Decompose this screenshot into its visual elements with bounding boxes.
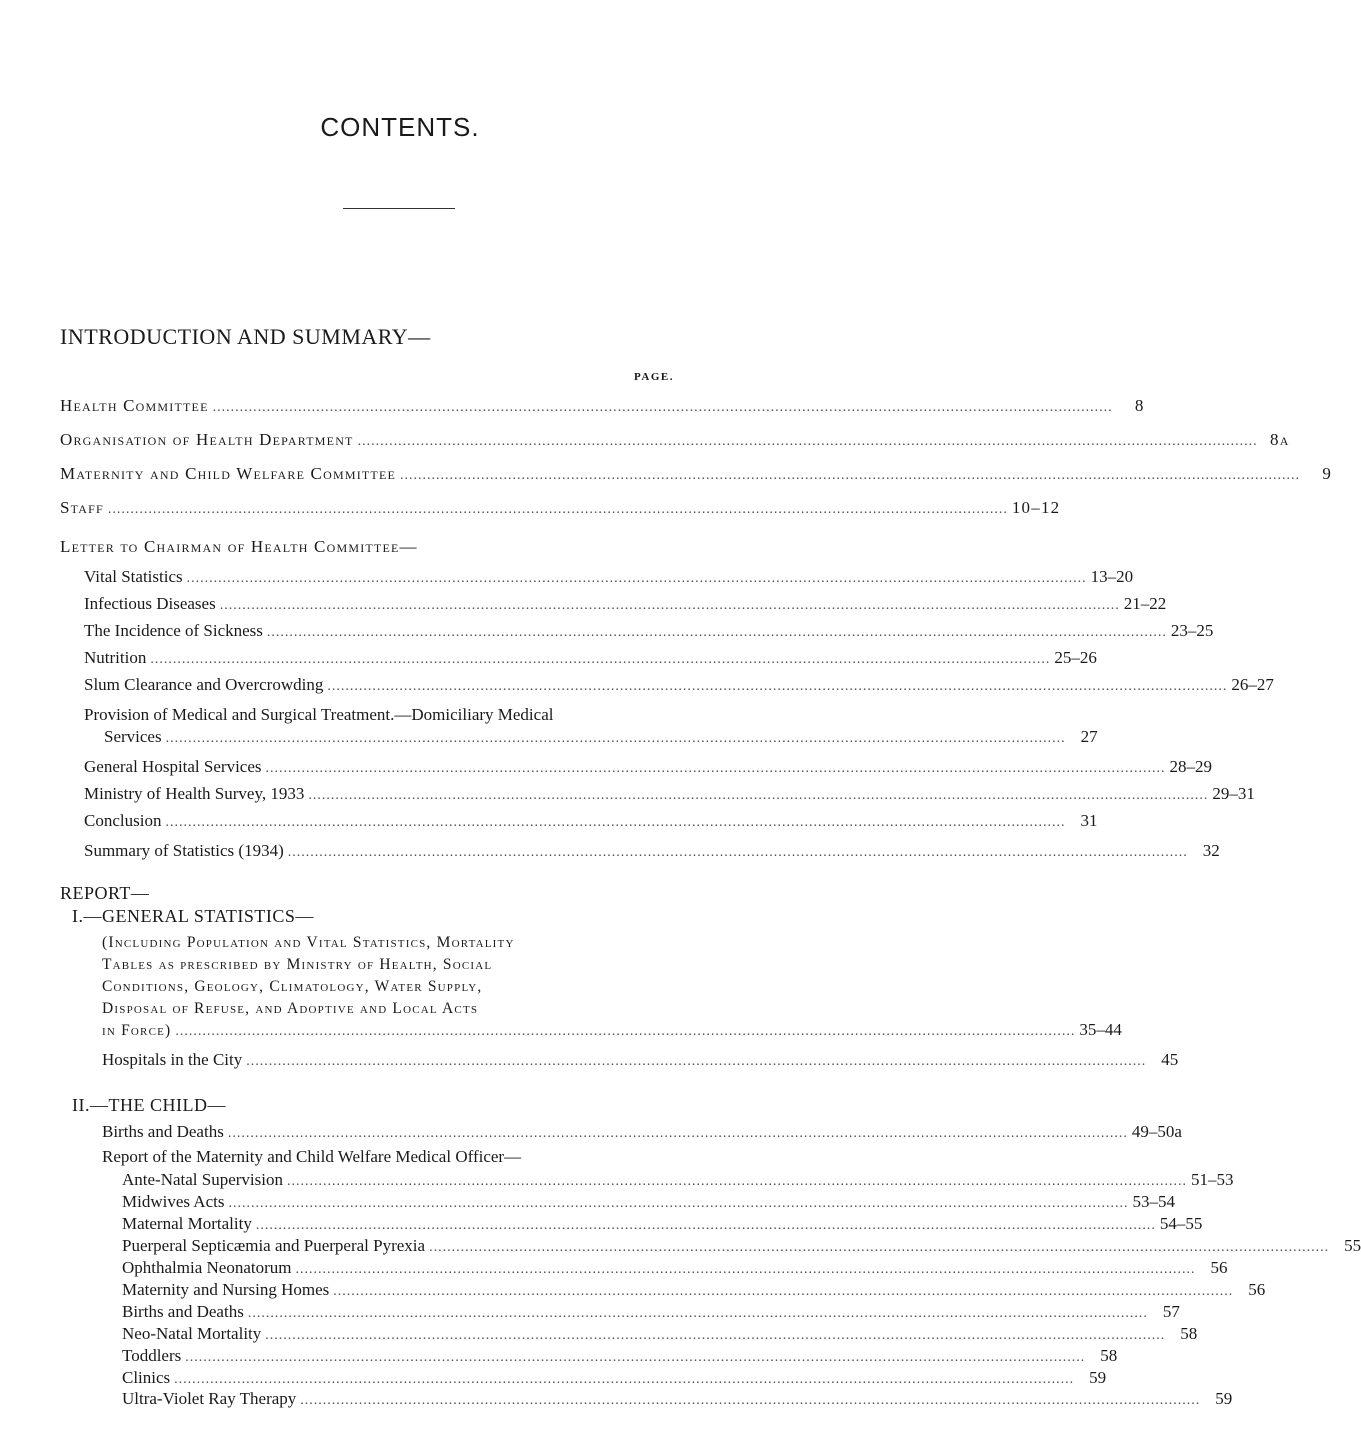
toc-entry[interactable]	[60, 464, 1333, 484]
toc-entry-text: The Incidence of Sickness	[84, 621, 263, 640]
leader-dots: ........................................................................................................................................................................................................	[266, 625, 1167, 640]
subsection-heading: Report of the Maternity and Child Welfare Medical Officer—	[102, 1147, 522, 1166]
leader-dots: ........................................................................................................................................................................................................	[300, 1393, 1201, 1408]
toc-entry-text: Services	[104, 727, 162, 746]
toc-entry-page: 8a	[1270, 430, 1290, 449]
leader-dots: ........................................................................................................................................................................................................	[287, 845, 1188, 860]
toc-entry[interactable]	[104, 727, 1098, 747]
leader-dots: ........................................................................................................................................................................................................	[165, 815, 1066, 830]
toc-entry-text: Infectious Diseases	[84, 594, 216, 613]
toc-entry[interactable]	[84, 784, 1255, 804]
toc-entry-text: Organisation of Health Department	[60, 430, 354, 449]
leader-dots: ........................................................................................................................................................................................................	[219, 598, 1120, 613]
toc-entry-page: 29–31	[1212, 784, 1255, 803]
toc-entry-text: Births and Deaths	[122, 1302, 244, 1321]
section-heading: I.—GENERAL STATISTICS—	[72, 906, 314, 926]
toc-entry[interactable]	[84, 841, 1220, 861]
leader-dots: ........................................................................................................................................................................................................	[357, 434, 1258, 449]
toc-entry[interactable]	[122, 1368, 1107, 1388]
toc-entry-text: Neo-Natal Mortality	[122, 1324, 262, 1343]
toc-entry-page: 10–12	[1011, 498, 1061, 517]
toc-entry-text: Hospitals in the City	[102, 1050, 243, 1069]
toc-entry-page: 59	[1215, 1389, 1233, 1408]
leader-dots: ........................................................................................................................................................................................................	[265, 1328, 1166, 1343]
toc-entry-text: in Force)	[102, 1022, 172, 1039]
toc-entry-text: General Hospital Services	[84, 757, 262, 776]
leader-dots: ........................................................................................................................................................................................................	[212, 400, 1113, 415]
toc-entry-text: Puerperal Septicæmia and Puerperal Pyrexia	[122, 1236, 426, 1255]
leader-dots: ........................................................................................................................................................................................................	[255, 1218, 1156, 1233]
toc-entry-page: 53–54	[1132, 1192, 1175, 1211]
toc-entry[interactable]	[84, 648, 1097, 668]
toc-entry-page: 35–44	[1079, 1020, 1122, 1039]
leader-dots: ........................................................................................................................................................................................................	[308, 788, 1209, 803]
toc-entry-page: 55	[1344, 1236, 1361, 1255]
toc-entry[interactable]	[122, 1170, 1234, 1190]
toc-entry-page: 21–22	[1123, 594, 1167, 613]
toc-entry-page: 51–53	[1191, 1170, 1234, 1189]
leader-dots: ........................................................................................................................................................................................................	[246, 1054, 1147, 1069]
toc-entry-text: Provision of Medical and Surgical Treatment.—Domiciliary Medical	[84, 705, 554, 724]
leader-dots: ........................................................................................................................................................................................................	[107, 502, 1008, 517]
description-line: Conditions, Geology, Climatology, Water Supply,	[102, 978, 483, 995]
toc-entry-text: Conclusion	[84, 811, 162, 830]
toc-entry[interactable]	[84, 757, 1212, 777]
description-line: (Including Population and Vital Statistics, Mortality	[102, 934, 515, 951]
toc-entry-text: Toddlers	[122, 1346, 182, 1365]
toc-entry[interactable]	[60, 430, 1290, 450]
toc-entry-page: 9	[1322, 464, 1333, 483]
toc-entry-page: 27	[1080, 727, 1098, 746]
toc-entry[interactable]	[84, 567, 1134, 587]
toc-entry-text: Ophthalmia Neonatorum	[122, 1258, 292, 1277]
toc-entry-text: Ultra-Violet Ray Therapy	[122, 1389, 297, 1408]
toc-entry-page: 8	[1134, 396, 1145, 415]
toc-entry-text: Summary of Statistics (1934)	[84, 841, 284, 860]
toc-entry[interactable]	[60, 396, 1145, 416]
toc-entry[interactable]	[122, 1236, 1361, 1256]
toc-entry-page: 49–50a	[1131, 1122, 1182, 1141]
leader-dots: ........................................................................................................................................................................................................	[327, 679, 1228, 694]
toc-entry-page: 57	[1162, 1302, 1180, 1321]
toc-entry-page: 45	[1161, 1050, 1179, 1069]
leader-dots: ........................................................................................................................................................................................................	[400, 468, 1301, 483]
toc-entry[interactable]	[122, 1389, 1233, 1409]
toc-entry[interactable]	[122, 1192, 1175, 1212]
toc-entry-page: 28–29	[1169, 757, 1212, 776]
toc-entry-page: 56	[1248, 1280, 1266, 1299]
toc-entry[interactable]	[84, 811, 1098, 831]
section-description	[102, 932, 515, 1020]
page-column-label: PAGE.	[634, 371, 674, 383]
leader-dots: ........................................................................................................................................................................................................	[165, 731, 1066, 746]
leader-dots: ........................................................................................................................................................................................................	[228, 1196, 1129, 1211]
leader-dots: ........................................................................................................................................................................................................	[185, 1350, 1086, 1365]
leader-dots: ........................................................................................................................................................................................................	[227, 1126, 1128, 1141]
toc-entry[interactable]	[122, 1302, 1180, 1322]
toc-entry-text: Ante-Natal Supervision	[122, 1170, 283, 1189]
letter-heading: Letter to Chairman of Health Committee—	[60, 537, 418, 556]
toc-entry[interactable]	[60, 498, 1061, 518]
description-line: Tables as prescribed by Ministry of Health, Social	[102, 956, 493, 973]
leader-dots: ........................................................................................................................................................................................................	[295, 1262, 1196, 1277]
toc-entry[interactable]	[84, 621, 1214, 641]
toc-entry[interactable]	[122, 1258, 1228, 1278]
toc-entry[interactable]	[122, 1214, 1203, 1234]
toc-entry-text: Vital Statistics	[84, 567, 183, 586]
toc-entry-page: 56	[1210, 1258, 1228, 1277]
toc-entry-page: 23–25	[1170, 621, 1214, 640]
report-heading: REPORT—	[60, 883, 150, 903]
toc-entry-text: Slum Clearance and Overcrowding	[84, 675, 324, 694]
page-title: CONTENTS.	[320, 112, 480, 142]
toc-entry-text: Ministry of Health Survey, 1933	[84, 784, 305, 803]
toc-entry[interactable]	[84, 675, 1274, 695]
toc-entry[interactable]	[102, 1050, 1179, 1070]
leader-dots: ........................................................................................................................................................................................................	[247, 1306, 1148, 1321]
toc-entry-text: Nutrition	[84, 648, 147, 667]
toc-entry-text: Maternal Mortality	[122, 1214, 252, 1233]
toc-entry-text: Staff	[60, 498, 104, 517]
toc-entry[interactable]	[102, 1122, 1182, 1142]
toc-entry-page: 54–55	[1159, 1214, 1203, 1233]
leader-dots: ........................................................................................................................................................................................................	[186, 571, 1087, 586]
leader-dots: ........................................................................................................................................................................................................	[265, 761, 1166, 776]
leader-dots: ........................................................................................................................................................................................................	[287, 1174, 1187, 1189]
toc-entry[interactable]	[84, 594, 1167, 614]
toc-entry-page: 32	[1202, 841, 1220, 860]
toc-entry-page: 58	[1100, 1346, 1118, 1365]
toc-entry-page: 26–27	[1231, 675, 1274, 694]
title-divider	[343, 208, 455, 209]
toc-entry[interactable]	[122, 1324, 1198, 1344]
toc-entry-text: Health Committee	[60, 396, 209, 415]
description-line: Disposal of Refuse, and Adoptive and Local Acts	[102, 1000, 479, 1017]
toc-entry-page: 59	[1089, 1368, 1107, 1387]
toc-entry-page: 13–20	[1090, 567, 1134, 586]
intro-heading: INTRODUCTION AND SUMMARY—	[60, 324, 431, 349]
toc-entry[interactable]	[102, 1020, 1122, 1040]
toc-entry-page: 25–26	[1054, 648, 1097, 667]
toc-entry-page: 31	[1080, 811, 1098, 830]
leader-dots: ........................................................................................................................................................................................................	[175, 1024, 1076, 1039]
section-heading: II.—THE CHILD—	[72, 1095, 226, 1115]
leader-dots: ........................................................................................................................................................................................................	[174, 1372, 1075, 1387]
leader-dots: ........................................................................................................................................................................................................	[333, 1284, 1234, 1299]
toc-entry-page: 58	[1180, 1324, 1198, 1343]
toc-entry-text: Births and Deaths	[102, 1122, 224, 1141]
toc-entry-text: Clinics	[122, 1368, 171, 1387]
toc-entry-text: Midwives Acts	[122, 1192, 225, 1211]
leader-dots: ........................................................................................................................................................................................................	[150, 652, 1051, 667]
toc-entry-text: Maternity and Nursing Homes	[122, 1280, 330, 1299]
toc-entry[interactable]	[122, 1346, 1118, 1366]
toc-entry[interactable]	[122, 1280, 1266, 1300]
leader-dots: ........................................................................................................................................................................................................	[429, 1240, 1330, 1255]
toc-entry-text: Maternity and Child Welfare Committee	[60, 464, 397, 483]
